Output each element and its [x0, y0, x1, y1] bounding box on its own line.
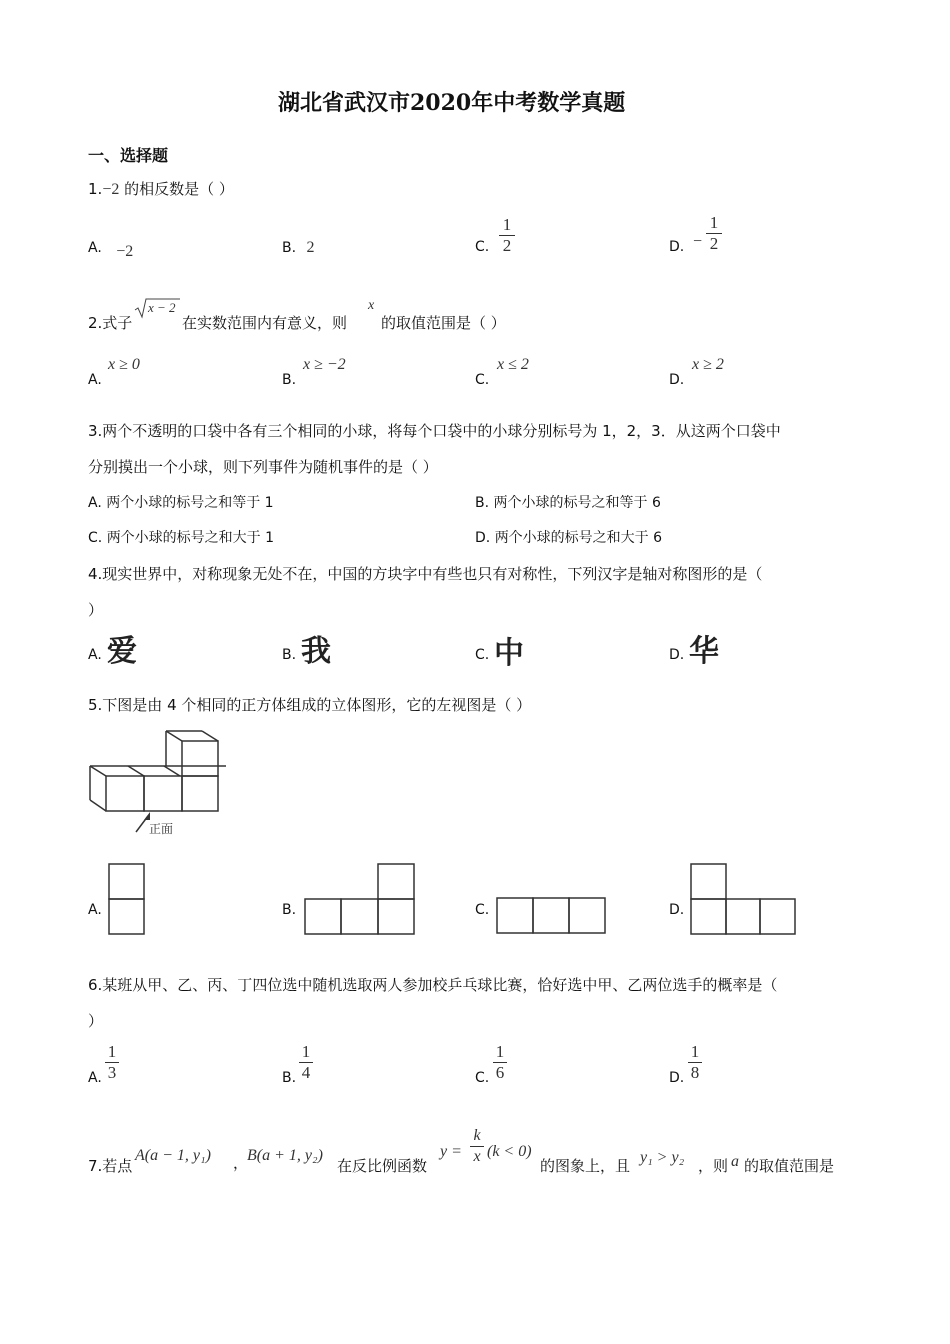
q5-option-a-figure	[108, 863, 146, 935]
q5-option-b-figure	[304, 863, 416, 935]
option-label: C.	[88, 530, 103, 546]
q1-option-b[interactable]	[282, 239, 315, 257]
fraction-numerator: 1	[709, 213, 719, 232]
q2-text1: 在实数范围内有意义，则	[182, 314, 348, 332]
option-text: 两个小球的标号之和等于 6	[493, 495, 661, 511]
fraction-denominator: 3	[107, 1063, 117, 1082]
option-label: C.	[475, 902, 490, 918]
fraction-numerator: 1	[107, 1042, 117, 1061]
q7-text3: ，则	[698, 1157, 729, 1175]
q4-line1: 4.现实世界中，对称现象无处不在，中国的方块字中有些也只有对称性，下列汉字是轴对称图形的是（	[88, 565, 763, 583]
q4-option-a[interactable]	[88, 647, 102, 663]
q6-option-d[interactable]	[669, 1070, 684, 1086]
option-text: 两个小球的标号之和等于 1	[106, 495, 274, 511]
q6-option-c-fraction	[493, 1042, 507, 1083]
q2-var: x	[368, 298, 375, 313]
option-label: B.	[282, 902, 297, 918]
q5-option-d-figure	[690, 863, 798, 935]
option-label: C.	[475, 647, 490, 663]
q4-option-b-char: 我	[301, 634, 331, 669]
option-label: D.	[475, 530, 491, 546]
option-label: A.	[88, 372, 102, 388]
q4-option-d[interactable]	[669, 647, 684, 663]
option-label: B.	[475, 495, 490, 511]
q7-var: a	[731, 1153, 739, 1170]
section-heading: 一、选择题	[88, 146, 169, 165]
q4-line2: ）	[88, 601, 104, 619]
q7-point-a: A(a − 1, y₁)	[135, 1147, 211, 1164]
q7-prefix: 7.若点	[88, 1157, 133, 1175]
option-label: A.	[88, 495, 102, 511]
q6-option-a[interactable]	[88, 1070, 102, 1086]
q7-sep: ，	[233, 1154, 249, 1172]
q1-option-d-sign: −	[693, 233, 703, 250]
q7-text1: 在反比例函数	[337, 1157, 428, 1175]
q3-option-c[interactable]	[88, 527, 274, 547]
option-label: D.	[669, 902, 685, 918]
option-label: A.	[88, 902, 102, 918]
q5-option-b[interactable]	[282, 902, 296, 918]
q1-option-d[interactable]	[669, 239, 684, 255]
q1-math: −2	[102, 181, 120, 198]
option-label: A.	[88, 1070, 102, 1086]
q3-line2: 分别摸出一个小球，则下列事件为随机事件的是（ ）	[88, 458, 438, 476]
question-1	[88, 178, 234, 199]
q1-option-d-fraction	[706, 213, 722, 254]
option-label: B.	[282, 240, 297, 256]
q6-option-c[interactable]	[475, 1070, 489, 1086]
fraction-numerator: k	[473, 1127, 481, 1144]
option-label: C.	[475, 239, 490, 255]
q7-text2: 的图象上，且	[540, 1157, 631, 1175]
fraction-denominator: 2	[502, 236, 512, 255]
fraction-denominator: 8	[690, 1063, 700, 1082]
option-label: B.	[282, 372, 297, 388]
q6-option-a-fraction	[105, 1042, 119, 1083]
q1-option-c-fraction	[499, 215, 515, 256]
q3-line1: 3.两个不透明的口袋中各有三个相同的小球，将每个口袋中的小球分别标号为 1，2，3．从这两个口袋中	[88, 422, 781, 440]
q2-option-c-value: x ≤ 2	[497, 356, 529, 373]
option-label: D.	[669, 239, 685, 255]
q1-text: 的相反数是（ ）	[124, 180, 234, 198]
option-value: 2	[306, 239, 315, 256]
q7-text4: 的取值范围是	[744, 1157, 835, 1175]
q4-option-a-char: 爱	[107, 634, 137, 669]
fraction-numerator: 1	[495, 1042, 505, 1061]
q7-inequality: y₁ > y₂	[640, 1149, 685, 1166]
option-label: B.	[282, 647, 297, 663]
option-label: D.	[669, 647, 685, 663]
option-label: A.	[88, 647, 102, 663]
q5-option-a[interactable]	[88, 902, 102, 918]
q6-line2: ）	[88, 1012, 104, 1030]
option-text: 两个小球的标号之和大于 1	[106, 530, 275, 546]
q2-option-b-value: x ≥ −2	[303, 356, 346, 373]
q2-option-d-value: x ≥ 2	[692, 356, 724, 373]
q3-option-d[interactable]	[475, 527, 662, 547]
front-label: 正面	[149, 822, 174, 836]
q2-option-b[interactable]	[282, 372, 296, 388]
q5-option-c-figure	[496, 897, 608, 935]
q7-func-cond: (k < 0)	[487, 1143, 532, 1160]
q6-option-d-fraction	[688, 1042, 702, 1083]
q1-option-a[interactable]	[88, 239, 134, 260]
q6-option-b-fraction	[299, 1042, 313, 1083]
fraction-numerator: 1	[502, 215, 512, 234]
q1-prefix: 1.	[88, 180, 103, 198]
q5-option-c[interactable]	[475, 902, 489, 918]
q2-option-d[interactable]	[669, 372, 684, 388]
q2-option-c[interactable]	[475, 372, 489, 388]
fraction-numerator: 1	[301, 1042, 311, 1061]
q6-line1: 6.某班从甲、乙、丙、丁四位选中随机选取两人参加校乒乓球比赛，恰好选中甲、乙两位选手的概率是（	[88, 976, 778, 994]
q2-prefix: 2.式子	[88, 314, 133, 332]
q7-func-lhs: y =	[440, 1143, 462, 1160]
q2-radicand: x − 2	[148, 300, 176, 315]
fraction-denominator: x	[473, 1148, 481, 1165]
q2-option-a[interactable]	[88, 372, 102, 388]
q3-option-b[interactable]	[475, 492, 661, 512]
page-title: 湖北省武汉市2020年中考数学真题	[278, 90, 626, 116]
option-label: D.	[669, 372, 685, 388]
q4-option-d-char: 华	[689, 634, 719, 669]
option-value: −2	[116, 243, 134, 260]
q4-option-c-char: 中	[494, 636, 524, 671]
option-text: 两个小球的标号之和大于 6	[494, 530, 663, 546]
q5-option-d[interactable]	[669, 902, 684, 918]
q4-option-c[interactable]	[475, 647, 489, 663]
option-label: B.	[282, 1070, 297, 1086]
option-label: C.	[475, 1070, 490, 1086]
q2-option-a-value: x ≥ 0	[108, 356, 140, 373]
fraction-denominator: 6	[495, 1063, 505, 1082]
q4-option-b[interactable]	[282, 647, 296, 663]
q7-point-b: B(a + 1, y₂)	[247, 1147, 323, 1164]
option-label: A.	[88, 240, 102, 256]
fraction-denominator: 2	[709, 234, 719, 253]
q5-text: 5.下图是由 4 个相同的正方体组成的立体图形，它的左视图是（ ）	[88, 696, 532, 714]
option-label: C.	[475, 372, 490, 388]
q3-option-a[interactable]	[88, 492, 274, 512]
q1-option-c[interactable]	[475, 239, 489, 255]
q7-func-fraction	[470, 1126, 484, 1167]
q6-option-b[interactable]	[282, 1070, 296, 1086]
option-label: D.	[669, 1070, 685, 1086]
fraction-numerator: 1	[690, 1042, 700, 1061]
fraction-denominator: 4	[301, 1063, 311, 1082]
q2-text2: 的取值范围是（ ）	[381, 314, 506, 332]
